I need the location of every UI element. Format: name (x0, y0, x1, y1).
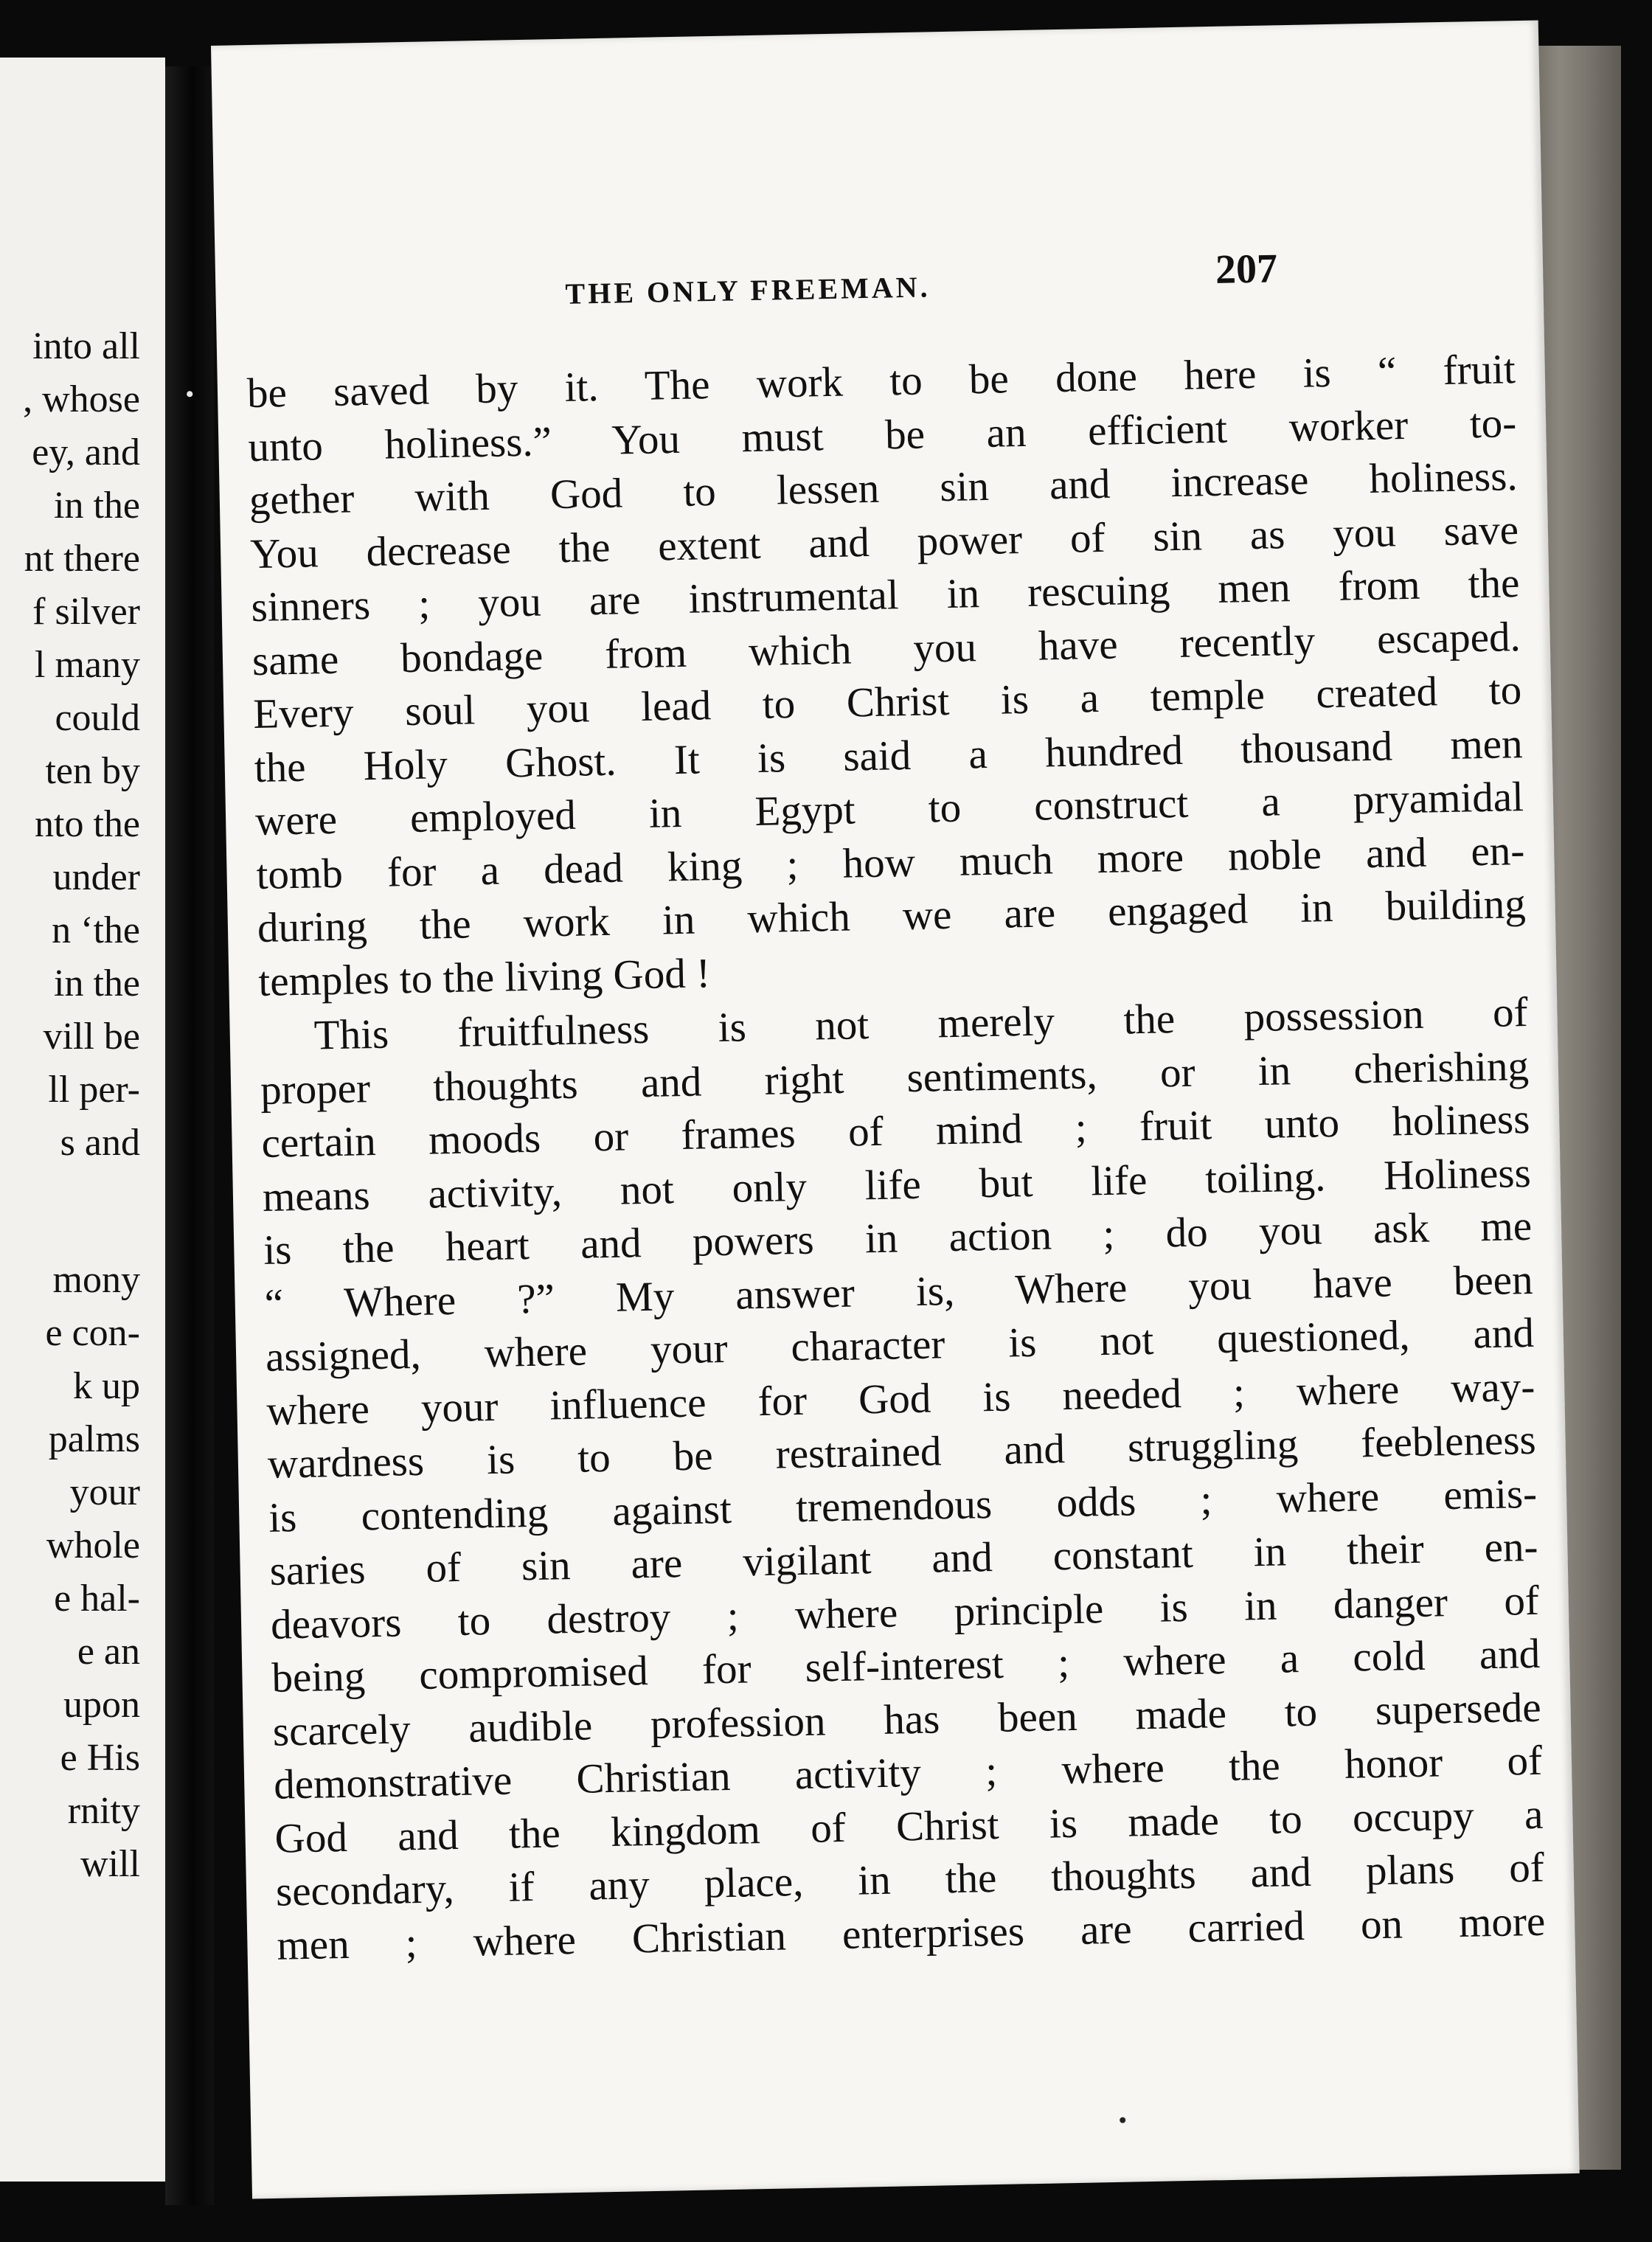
left-page-line: could (55, 697, 140, 739)
text-line: means activity, not only life but life toiling. Holiness (262, 1149, 1532, 1221)
left-page-line: ll per- (48, 1069, 140, 1111)
left-page-line: k up (73, 1365, 140, 1407)
text-line: during the work in which we are engaged in building (257, 880, 1527, 952)
text-line: assigned, where your character is not questioned, and (265, 1309, 1535, 1381)
text-line: temples to the living God ! (257, 949, 711, 1005)
text-line: wardness is to be restrained and struggling feebleness (267, 1416, 1537, 1488)
left-page-line: mony (52, 1259, 140, 1301)
text-line: where your influence for God is needed ; where way- (266, 1363, 1535, 1434)
text-line: the Holy Ghost. It is said a hundred thousand men (254, 720, 1524, 791)
body-text (240, 21, 1550, 2198)
left-page-line: f silver (32, 591, 140, 633)
text-line: same bondage from which you have recently escaped. (251, 613, 1521, 684)
running-head: THE ONLY FREEMAN. (565, 270, 931, 310)
gutter-mark-icon: • (186, 382, 194, 406)
left-page-line: nt there (24, 538, 140, 580)
text-line: sinners ; you are instrumental in rescuing men from the (251, 560, 1520, 631)
text-line: secondary, if any place, in the thoughts and plans of (275, 1844, 1545, 1915)
text-line: scarcely audible profession has been made to supersede (272, 1684, 1542, 1755)
left-page-line: nto the (35, 803, 140, 845)
text-line: This fruitfulness is not merely the possession of (313, 988, 1529, 1059)
left-page-line: e an (77, 1631, 140, 1673)
text-line: gether with God to lessen sin and increase holiness. (249, 453, 1519, 524)
text-line: unto holiness.” You must be an efficient worker to- (247, 399, 1517, 471)
left-page (0, 58, 165, 2182)
text-line: tomb for a dead king ; how much more noble and en- (255, 827, 1525, 898)
text-line: God and the kingdom of Christ is made to occupy a (274, 1791, 1544, 1862)
right-page (211, 20, 1580, 2198)
left-page-line: ey, and (32, 431, 140, 473)
text-line: “ Where ?” My answer is, Where you have been (264, 1256, 1534, 1328)
text-line: You decrease the extent and power of sin as you save (249, 506, 1519, 577)
text-line: is the heart and powers in action ; do you ask me (263, 1202, 1533, 1274)
left-page-line: in the (54, 485, 140, 527)
left-page-line: e con- (45, 1312, 140, 1354)
text-line: deavors to destroy ; where principle is in danger of (270, 1577, 1540, 1648)
left-page-line: l many (35, 644, 140, 686)
text-line: men ; where Christian enterprises are carried on more (276, 1898, 1546, 1969)
left-page-line: e hal- (54, 1578, 140, 1620)
left-page-line: in the (54, 962, 140, 1004)
book-gutter (165, 66, 214, 2205)
text-line: proper thoughts and right sentiments, or in cherishing (260, 1042, 1530, 1114)
left-page-line: , whose (23, 378, 140, 420)
text-line: Every soul you lead to Christ is a temple created to (252, 667, 1522, 738)
left-page-line: s and (60, 1122, 140, 1164)
left-page-line: your (69, 1471, 140, 1513)
left-page-line: will (80, 1843, 140, 1885)
page-number: 207 (1215, 246, 1278, 293)
left-page-line: vill be (43, 1016, 140, 1058)
left-page-line: ten by (45, 750, 140, 792)
text-line: certain moods or frames of mind ; fruit unto holiness (260, 1095, 1530, 1167)
text-line: saries of sin are vigilant and constant in their en- (269, 1523, 1539, 1594)
left-page-line: palms (48, 1418, 140, 1460)
text-line: were employed in Egypt to construct a pryamidal (254, 774, 1524, 845)
left-page-line: n ‘the (52, 909, 140, 951)
left-page-line: rnity (67, 1790, 140, 1832)
left-page-line: upon (63, 1684, 140, 1726)
text-line: demonstrative Christian activity ; where the honor of (273, 1737, 1543, 1808)
text-line: is contending against tremendous odds ; where emis- (268, 1470, 1538, 1541)
left-page-line: into all (32, 325, 140, 367)
left-page-line: under (52, 856, 140, 898)
left-page-line: e His (60, 1737, 140, 1779)
left-page-line: whole (46, 1524, 140, 1566)
text-line: being compromised for self-interest ; where a cold and (271, 1630, 1541, 1701)
text-line: be saved by it. The work to be done here is “ fruit (246, 346, 1516, 417)
